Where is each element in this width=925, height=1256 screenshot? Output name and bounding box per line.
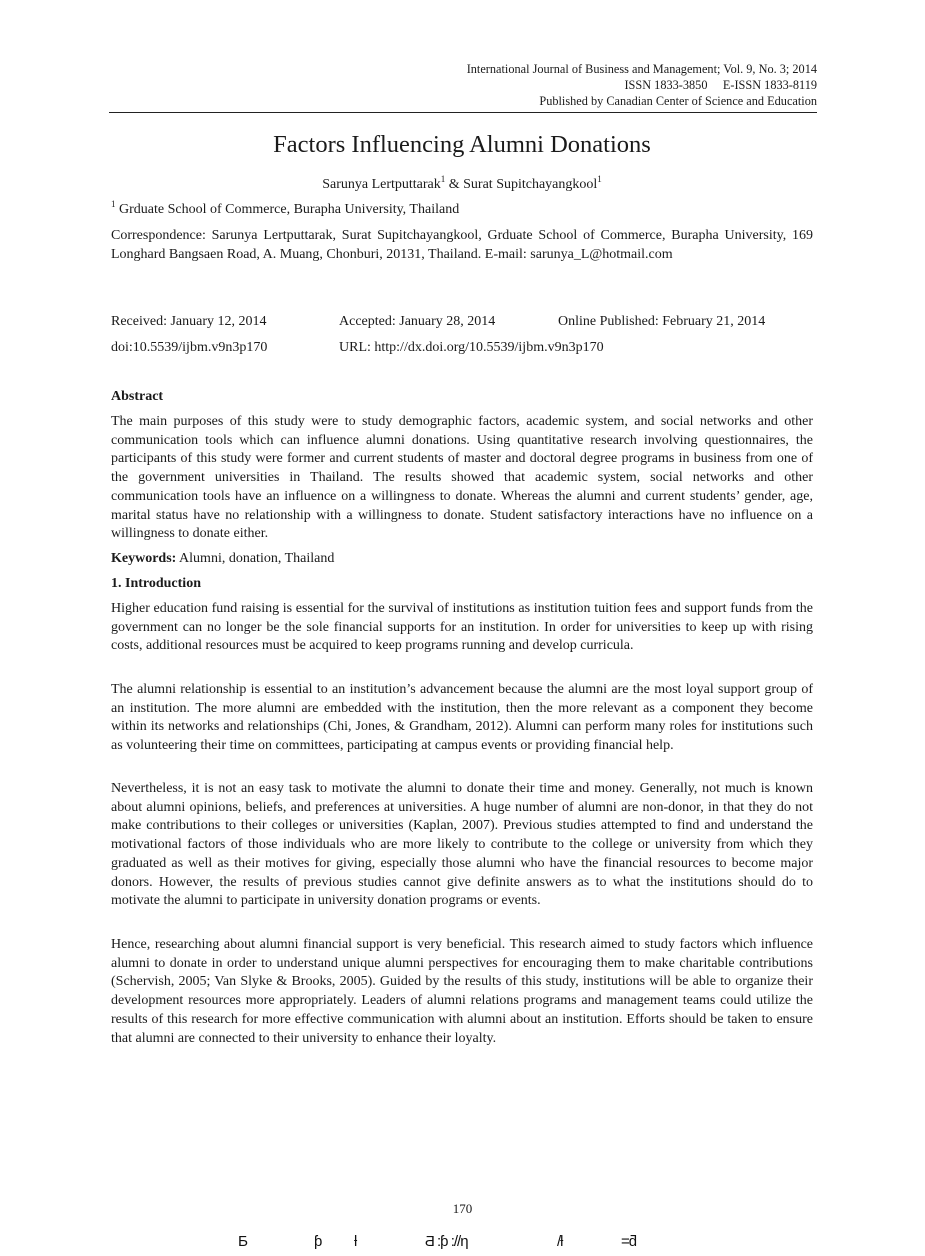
accepted-date: Accepted: January 28, 2014 [339, 314, 496, 329]
paragraph: Nevertheless, it is not an easy task to motivate the alumni to donate their time and money. Generally, not much is known about alumni opinions, beliefs, and preferences at universities. A huge number of alumni are non-donor, in that they do not make contributions to their colleges or universities (Kaplan, 2007). Previous studies attempted to find and understand the motivational factors of those individuals who are more likely to contribute to the college or university from which they graduated as well as their motives for giving, especially those alumni who have the financial resources to become major donors. However, the results of previous studies cannot give definite answers as to what the institutions should do to motivate the alumni to participate in university donation programs or events. [111, 781, 813, 909]
footer-glyph: Ƌ :ƥ ://ƞ [425, 1233, 468, 1250]
abstract-body: The main purposes of this study were to study demographic factors, academic system, and social networks and other communication tools which can influence alumni donations. Using quantitative research involving questionnaires, the participants of this study were former and current students of master and doctoral degree programs in business from one of the government universities in Thailand. The results showed that academic system, social networks and other communication tools have an influence on a willingness to donate. Whereas the alumni and current students’ gender, age, marital status have no relationship with a willingness to donate. Student satisfactory interactions have no influence on a willingness to donate either. [111, 414, 813, 542]
abstract-heading: Abstract [111, 389, 164, 404]
affiliation-marker: 1 [597, 174, 602, 184]
header-rule [109, 112, 817, 113]
footer-glyph: /ƚ [557, 1233, 563, 1250]
footer-glyph: ƥ [314, 1233, 322, 1250]
correspondence: Correspondence: Sarunya Lertputtarak, Surat Supitchayangkool, Grduate School of Commerce, Burapha University, 169 Longhard Bangsaen Road, A. Muang, Chonburi, 20131, Thailand. E-mail: sarunya_L@hotmail.com [111, 228, 813, 262]
doi-text: doi:10.5539/ijbm.v9n3p170 [111, 340, 268, 355]
affiliation-text: Grduate School of Commerce, Burapha University, Thailand [119, 202, 460, 217]
article-title: Factors Influencing Alumni Donations [273, 131, 651, 158]
published-date: Online Published: February 21, 2014 [558, 314, 766, 329]
author-connector: & [445, 177, 464, 192]
paragraph: The alumni relationship is essential to an institution’s advancement because the alumni are the most loyal support group of an institution. The more alumni are embedded with the institution, then the more relevant as a component they become within its networks and relationships (Chi, Jones, & Grandham, 2012). Alumni can perform many roles for institutions such as volunteering their time on committees, participating at campus events or providing financial help. [111, 682, 813, 754]
footer-glyph: =ƌ [621, 1233, 637, 1250]
page-number: 170 [452, 1201, 473, 1216]
section-heading: 1. Introduction [111, 576, 201, 591]
paragraph: Hence, researching about alumni financial support is very beneficial. This research aimed to study factors which influence alumni to donate in order to understand unique alumni perspectives for encouraging them to make charitable contributions (Schervish, 2005; Van Slyke & Brooks, 2005). Guided by the results of this study, institutions will be able to organize their development resources more appropriately. Leaders of alumni relations programs and management teams could utilize the results of this research for more effective communication with alumni about an institution. Efforts should be taken to ensure that alumni are connected to their university to enhance their loyalty. [111, 937, 813, 1046]
issn-line: ISSN 1833-3850 E-ISSN 1833-8119 [624, 78, 817, 92]
journal-citation: International Journal of Business and Management; Vol. 9, No. 3; 2014 [466, 62, 817, 76]
author-list [109, 175, 815, 195]
footer-glyph: ƚ [354, 1233, 357, 1250]
journal-header [467, 61, 817, 109]
affiliation-marker: 1 [111, 199, 116, 209]
keywords [111, 550, 813, 569]
keywords-text: Alumni, donation, Thailand [176, 551, 335, 566]
paragraph: Higher education fund raising is essential for the survival of institutions as institution tuition fees and support funds from the government can no longer be the sole financial supports for an institution. In order for universities to keep up with rising costs, additional resources must be acquired to keep programs running and develop curricula. [111, 601, 813, 654]
author-name: Sarunya Lertputtarak [322, 177, 441, 192]
affiliation-marker: 1 [440, 174, 446, 184]
keywords-label: Keywords: [111, 551, 177, 566]
affiliation [111, 201, 813, 220]
author-name: Surat Supitchayangkool [463, 177, 598, 192]
garbled-footer [0, 1233, 925, 1253]
url-link[interactable]: URL: http://dx.doi.org/10.5539/ijbm.v9n3p170 [339, 340, 604, 355]
received-date: Received: January 12, 2014 [111, 314, 267, 329]
publisher-line: Published by Canadian Center of Science and Education [539, 94, 817, 108]
footer-glyph: Ƃ [238, 1233, 247, 1250]
